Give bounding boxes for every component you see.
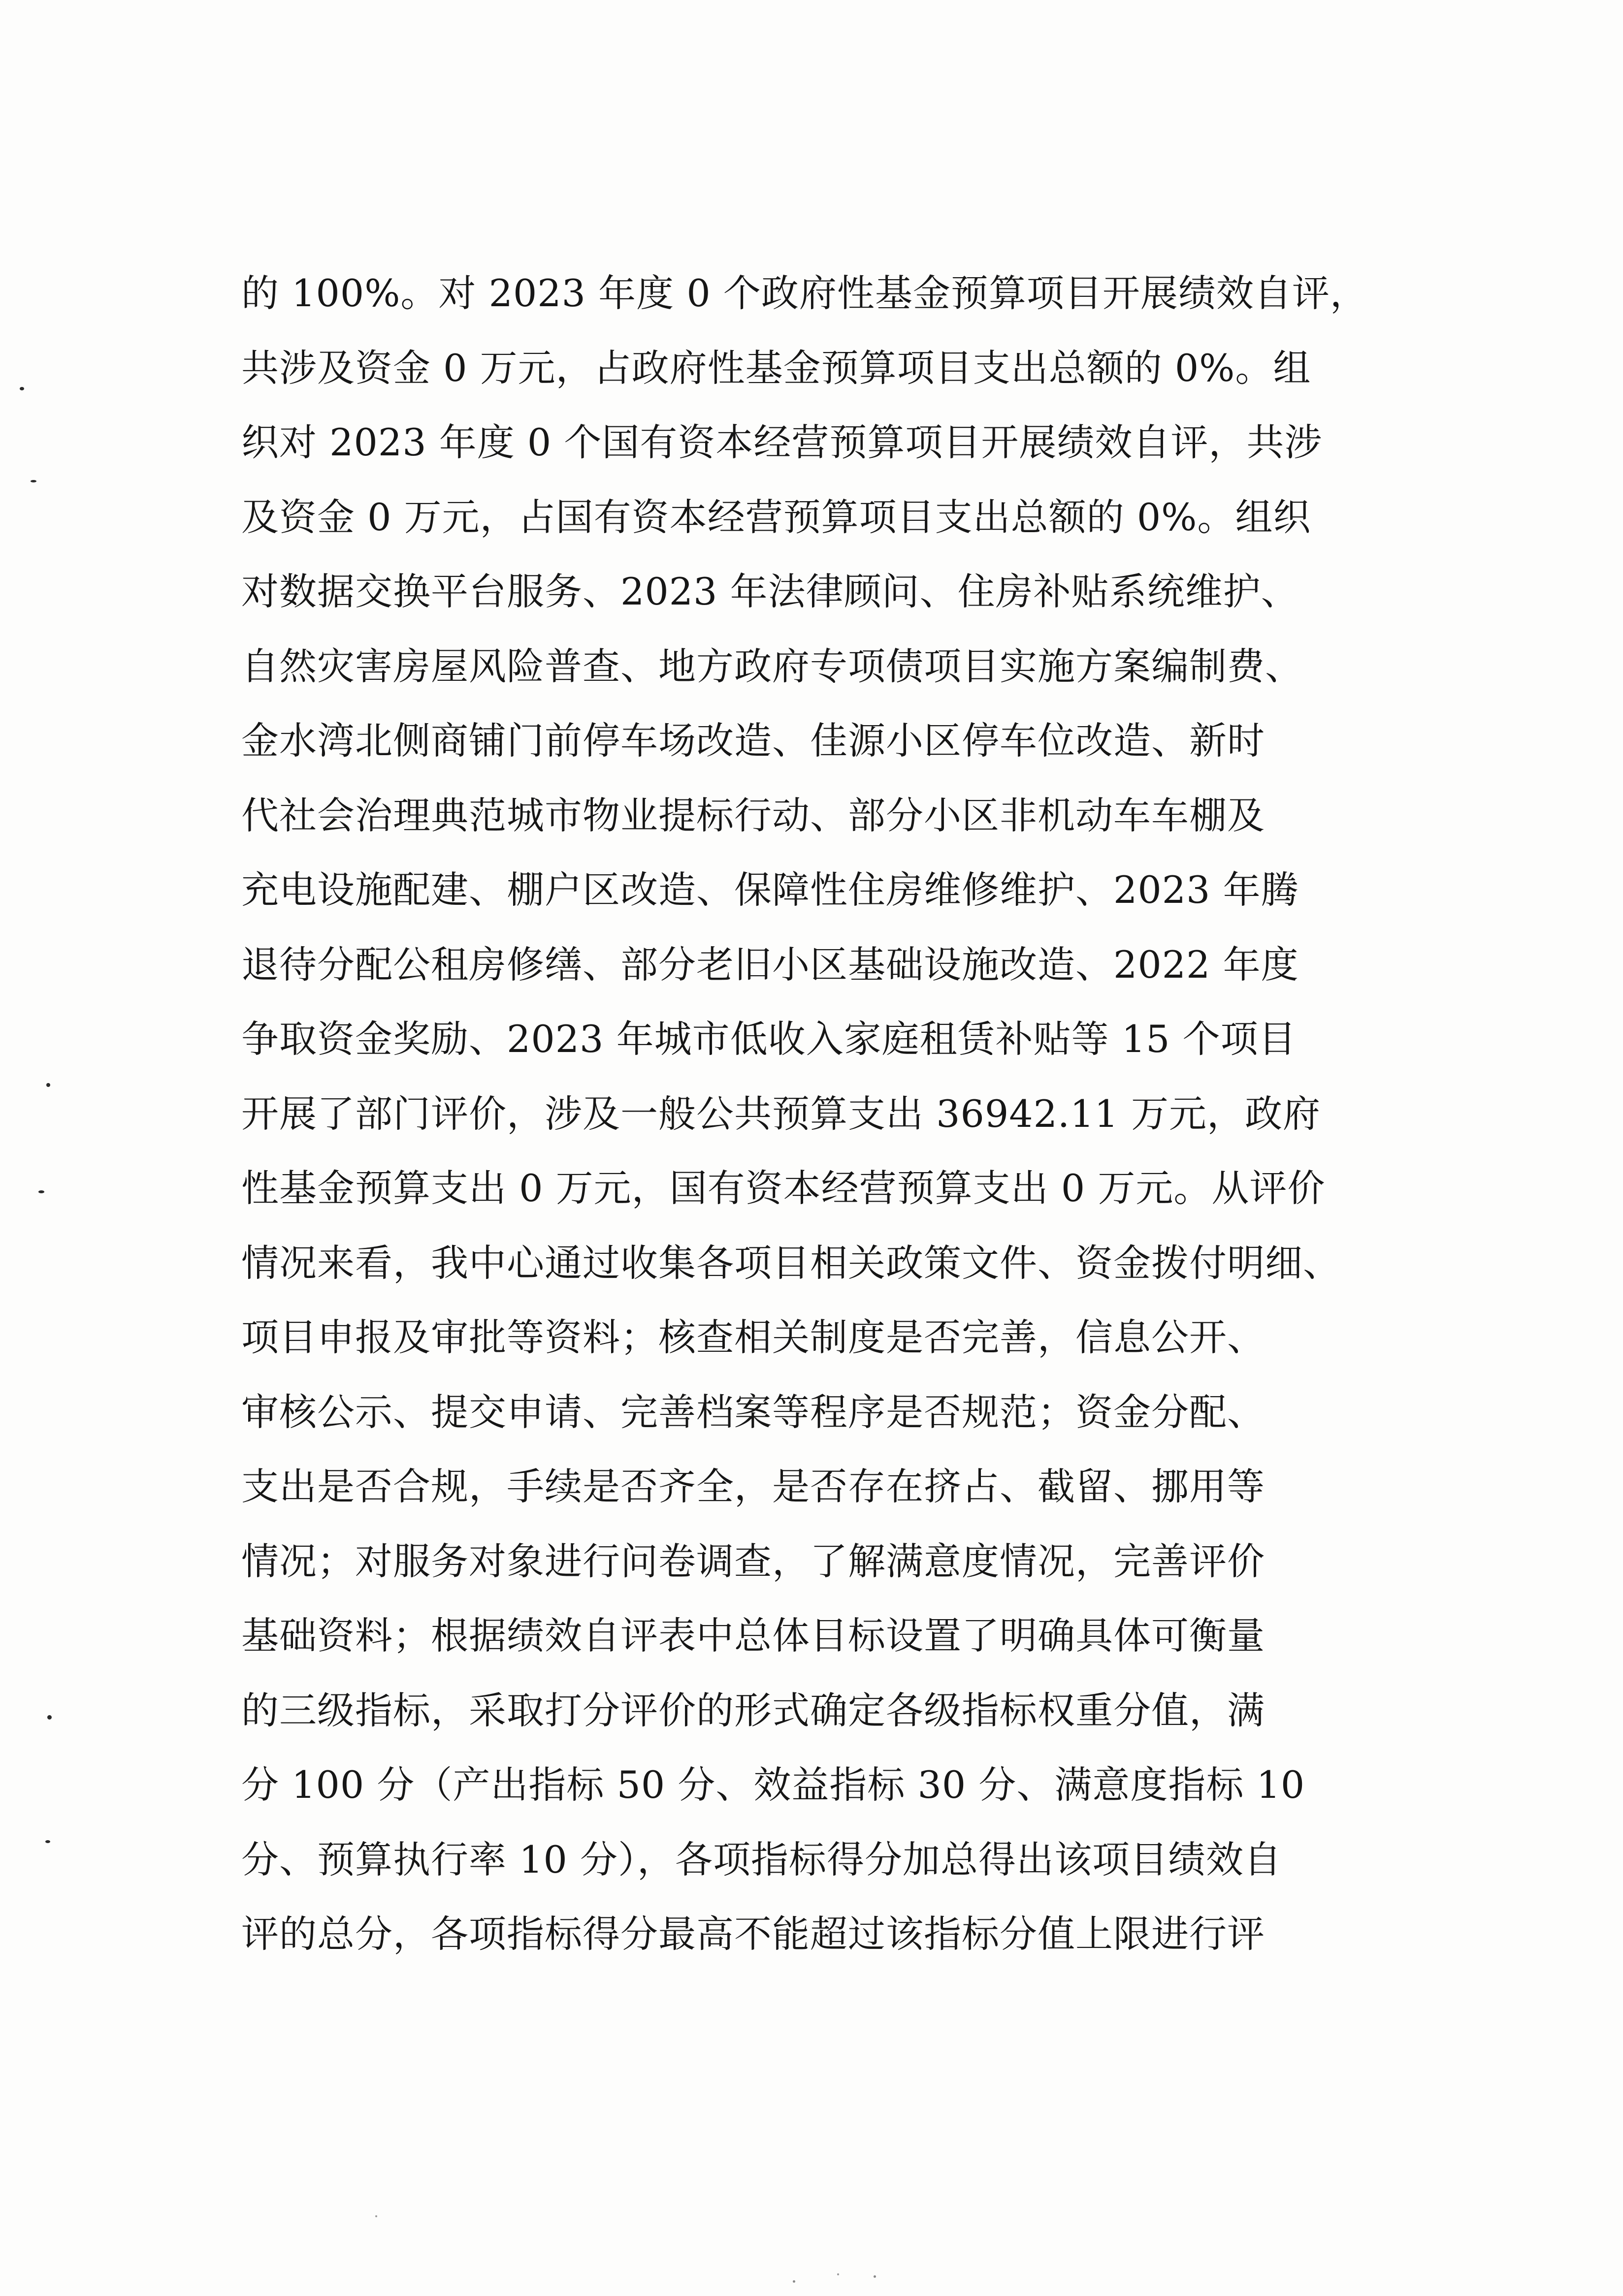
scan-speck bbox=[874, 2275, 876, 2278]
scan-speck bbox=[45, 1840, 50, 1843]
scan-speck bbox=[20, 387, 24, 390]
text-line-15: 项目申报及审批等资料；核查相关制度是否完善，信息公开、 bbox=[241, 1315, 1265, 1359]
text-line-1: 的 100%。对 2023 年度 0 个政府性基金预算项目开展绩效自评， bbox=[241, 271, 1368, 315]
text-line-3: 织对 2023 年度 0 个国有资本经营预算项目开展绩效自评，共涉 bbox=[241, 420, 1323, 464]
text-line-8: 代社会治理典范城市物业提标行动、部分小区非机动车车棚及 bbox=[241, 793, 1265, 837]
text-line-5: 对数据交换平台服务、2023 年法律顾问、住房补贴系统维护、 bbox=[241, 570, 1299, 613]
scan-speck bbox=[793, 2280, 795, 2283]
text-line-18: 情况；对服务对象进行问卷调查，了解满意度情况，完善评价 bbox=[241, 1539, 1265, 1583]
text-line-4: 及资金 0 万元，占国有资本经营预算项目支出总额的 0%。组织 bbox=[241, 495, 1311, 539]
text-line-22: 分、预算执行率 10 分），各项指标得分加总得出该项目绩效自 bbox=[241, 1837, 1282, 1881]
body-text bbox=[241, 256, 1413, 1972]
text-line-13: 性基金预算支出 0 万元，国有资本经营预算支出 0 万元。从评价 bbox=[241, 1166, 1326, 1210]
scan-speck bbox=[837, 2273, 839, 2275]
text-line-7: 金水湾北侧商铺门前停车场改造、佳源小区停车位改造、新时 bbox=[241, 719, 1265, 763]
text-line-12: 开展了部门评价，涉及一般公共预算支出 36942.11 万元，政府 bbox=[241, 1091, 1321, 1136]
text-line-2: 共涉及资金 0 万元，占政府性基金预算项目支出总额的 0%。组 bbox=[241, 346, 1311, 390]
text-line-6: 自然灾害房屋风险普查、地方政府专项债项目实施方案编制费、 bbox=[241, 644, 1303, 688]
text-line-17: 支出是否合规，手续是否齐全，是否存在挤占、截留、挪用等 bbox=[241, 1465, 1265, 1508]
scan-speck bbox=[31, 480, 36, 482]
scan-speck bbox=[46, 1083, 50, 1087]
text-line-19: 基础资料；根据绩效自评表中总体目标设置了明确具体可衡量 bbox=[241, 1614, 1265, 1658]
text-line-10: 退待分配公租房修缮、部分老旧小区基础设施改造、2022 年度 bbox=[241, 942, 1299, 987]
scan-speck bbox=[47, 1715, 52, 1720]
text-line-21: 分 100 分（产出指标 50 分、效益指标 30 分、满意度指标 10 bbox=[241, 1763, 1305, 1807]
scan-speck bbox=[38, 1190, 44, 1193]
text-line-20: 的三级指标，采取打分评价的形式确定各级指标权重分值，满 bbox=[241, 1688, 1265, 1732]
text-line-9: 充电设施配建、棚户区改造、保障性住房维修维护、2023 年腾 bbox=[241, 868, 1299, 912]
scan-speck bbox=[375, 2215, 377, 2217]
text-line-14: 情况来看，我中心通过收集各项目相关政策文件、资金拨付明细、 bbox=[241, 1241, 1341, 1285]
text-line-16: 审核公示、提交申请、完善档案等程序是否规范；资金分配、 bbox=[241, 1390, 1265, 1434]
text-line-11: 争取资金奖励、2023 年城市低收入家庭租赁补贴等 15 个项目 bbox=[241, 1017, 1297, 1061]
text-line-23: 评的总分，各项指标得分最高不能超过该指标分值上限进行评 bbox=[241, 1912, 1265, 1956]
